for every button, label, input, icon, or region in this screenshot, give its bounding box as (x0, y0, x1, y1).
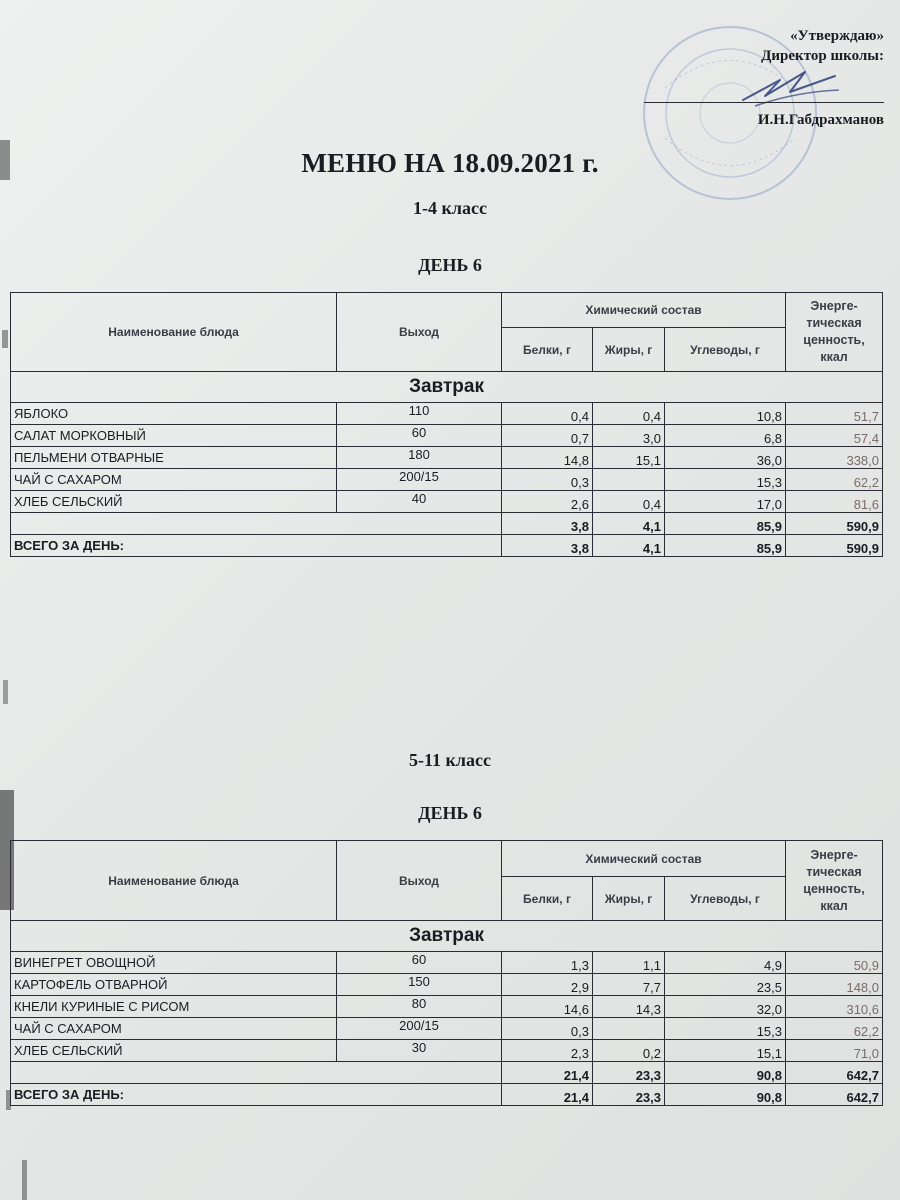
table-row (11, 425, 883, 447)
header-output: Выход (337, 293, 502, 372)
director-name: И.Н.Габдрахманов (757, 112, 884, 128)
dish-protein: 2,3 (502, 1040, 593, 1062)
subtotal-carbs: 85,9 (665, 513, 786, 535)
header-dish: Наименование блюда (11, 841, 337, 921)
dish-carbs: 15,3 (665, 469, 786, 491)
dish-carbs: 17,0 (665, 491, 786, 513)
dish-protein: 0,3 (502, 1018, 593, 1040)
dish-carbs: 4,9 (665, 952, 786, 974)
dish-carbs: 36,0 (665, 447, 786, 469)
page-title: МЕНЮ НА 18.09.2021 г. (301, 148, 599, 178)
dish-protein: 0,3 (502, 469, 593, 491)
subtotal-fat: 4,1 (593, 513, 665, 535)
subtotal-fat: 23,3 (593, 1062, 665, 1084)
dish-energy: 310,6 (786, 996, 883, 1018)
dish-name: ВИНЕГРЕТ ОВОЩНОЙ (11, 952, 337, 974)
total-row (11, 1084, 883, 1106)
dish-energy: 57,4 (786, 425, 883, 447)
dish-carbs: 6,8 (665, 425, 786, 447)
dish-fat (593, 469, 665, 491)
dish-protein: 2,9 (502, 974, 593, 996)
meal-label: Завтрак (11, 921, 883, 952)
dish-name: ЧАЙ С САХАРОМ (11, 469, 337, 491)
dish-name: ЯБЛОКО (11, 403, 337, 425)
class-label-1: 1-4 класс (413, 198, 487, 218)
dish-carbs: 32,0 (665, 996, 786, 1018)
dish-energy: 81,6 (786, 491, 883, 513)
table-row (11, 403, 883, 425)
dish-protein: 0,7 (502, 425, 593, 447)
dish-carbs: 23,5 (665, 974, 786, 996)
dish-protein: 14,8 (502, 447, 593, 469)
header-energy: Энерге-тическая ценность, ккал (786, 841, 883, 921)
dish-energy: 338,0 (786, 447, 883, 469)
dish-energy: 71,0 (786, 1040, 883, 1062)
dish-fat: 0,4 (593, 491, 665, 513)
total-energy: 642,7 (786, 1084, 883, 1106)
table-row (11, 469, 883, 491)
total-protein: 21,4 (502, 1084, 593, 1106)
header-energy: Энерге-тическая ценность, ккал (786, 293, 883, 372)
approve-label: «Утверждаю» (790, 28, 884, 44)
dish-fat: 14,3 (593, 996, 665, 1018)
dish-name: КАРТОФЕЛЬ ОТВАРНОЙ (11, 974, 337, 996)
dish-fat: 1,1 (593, 952, 665, 974)
table-row (11, 952, 883, 974)
menu-table-1 (10, 292, 883, 557)
menu-table-2 (10, 840, 883, 1106)
dish-output: 60 (337, 425, 502, 447)
header-fat: Жиры, г (593, 877, 665, 921)
dish-name: ПЕЛЬМЕНИ ОТВАРНЫЕ (11, 447, 337, 469)
subtotal-blank (11, 513, 502, 535)
subtotal-protein: 3,8 (502, 513, 593, 535)
total-label: ВСЕГО ЗА ДЕНЬ: (11, 535, 502, 557)
meal-label: Завтрак (11, 372, 883, 403)
header-output: Выход (337, 841, 502, 921)
header-carbs: Углеводы, г (665, 877, 786, 921)
dish-protein: 2,6 (502, 491, 593, 513)
total-carbs: 90,8 (665, 1084, 786, 1106)
dish-protein: 14,6 (502, 996, 593, 1018)
dish-fat: 15,1 (593, 447, 665, 469)
dish-energy: 50,9 (786, 952, 883, 974)
dish-output: 200/15 (337, 469, 502, 491)
class-label-2: 5-11 класс (409, 750, 491, 770)
header-dish: Наименование блюда (11, 293, 337, 372)
signature-line (644, 102, 884, 103)
table-row (11, 996, 883, 1018)
total-fat: 4,1 (593, 535, 665, 557)
table-row (11, 974, 883, 996)
approval-block (758, 26, 884, 130)
dish-output: 150 (337, 974, 502, 996)
dish-output: 60 (337, 952, 502, 974)
dish-name: САЛАТ МОРКОВНЫЙ (11, 425, 337, 447)
dish-protein: 1,3 (502, 952, 593, 974)
dish-output: 30 (337, 1040, 502, 1062)
dish-fat: 7,7 (593, 974, 665, 996)
dish-output: 80 (337, 996, 502, 1018)
dish-energy: 51,7 (786, 403, 883, 425)
director-position: Директор школы: (761, 48, 884, 64)
subtotal-blank (11, 1062, 502, 1084)
dish-carbs: 15,3 (665, 1018, 786, 1040)
dish-carbs: 15,1 (665, 1040, 786, 1062)
header-protein: Белки, г (502, 877, 593, 921)
dish-protein: 0,4 (502, 403, 593, 425)
dish-output: 110 (337, 403, 502, 425)
dish-output: 40 (337, 491, 502, 513)
table-row (11, 1040, 883, 1062)
subtotal-energy: 642,7 (786, 1062, 883, 1084)
header-chem: Химический состав (502, 841, 786, 877)
table-row (11, 447, 883, 469)
total-label: ВСЕГО ЗА ДЕНЬ: (11, 1084, 502, 1106)
dish-fat: 0,4 (593, 403, 665, 425)
total-energy: 590,9 (786, 535, 883, 557)
dish-name: ХЛЕБ СЕЛЬСКИЙ (11, 491, 337, 513)
dish-fat: 0,2 (593, 1040, 665, 1062)
header-fat: Жиры, г (593, 328, 665, 372)
dish-energy: 62,2 (786, 469, 883, 491)
dish-carbs: 10,8 (665, 403, 786, 425)
subtotal-energy: 590,9 (786, 513, 883, 535)
dish-fat (593, 1018, 665, 1040)
dish-output: 180 (337, 447, 502, 469)
total-carbs: 85,9 (665, 535, 786, 557)
dish-energy: 62,2 (786, 1018, 883, 1040)
day-label-1: ДЕНЬ 6 (418, 255, 482, 275)
subtotal-protein: 21,4 (502, 1062, 593, 1084)
dish-output: 200/15 (337, 1018, 502, 1040)
subtotal-row (11, 1062, 883, 1084)
subtotal-row (11, 513, 883, 535)
total-row (11, 535, 883, 557)
subtotal-carbs: 90,8 (665, 1062, 786, 1084)
table-row (11, 491, 883, 513)
dish-name: ХЛЕБ СЕЛЬСКИЙ (11, 1040, 337, 1062)
total-protein: 3,8 (502, 535, 593, 557)
table-row (11, 1018, 883, 1040)
dish-name: ЧАЙ С САХАРОМ (11, 1018, 337, 1040)
header-protein: Белки, г (502, 328, 593, 372)
header-chem: Химический состав (502, 293, 786, 328)
dish-fat: 3,0 (593, 425, 665, 447)
total-fat: 23,3 (593, 1084, 665, 1106)
day-label-2: ДЕНЬ 6 (418, 803, 482, 823)
header-carbs: Углеводы, г (665, 328, 786, 372)
dish-energy: 148,0 (786, 974, 883, 996)
dish-name: КНЕЛИ КУРИНЫЕ С РИСОМ (11, 996, 337, 1018)
